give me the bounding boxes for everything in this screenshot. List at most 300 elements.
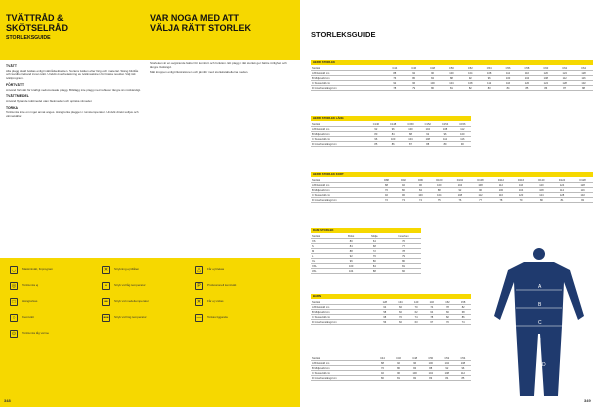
table-cell: C Stussvidd cm [311,315,377,320]
table-cell: 92 [385,81,404,86]
table-cell: 104 [511,188,531,193]
table-cell: 88 [442,76,461,81]
table-cell: C152 [419,122,436,127]
table-cell: 82 [440,315,456,320]
table-cell: 100 [412,193,429,198]
table-cell: 78 [385,86,404,91]
table-cell: 100 [402,127,419,132]
table-cell: 92 [367,127,384,132]
table-cell: D116 [511,178,531,183]
table-cell: 100 [454,132,471,137]
table-cell: C150 [402,122,419,127]
table-cell: 68 [377,315,393,320]
table-cell: L [311,254,340,259]
table-cell: A Bröstvidd cm [311,183,378,188]
table-cell: 128 [377,300,393,305]
table-cell: C44 [374,356,390,361]
page-number-right: 349 [584,398,591,403]
table-cell: 88 [363,269,386,274]
table-cell: 108 [461,81,480,86]
table-cell: 120 [517,81,536,86]
iron3-icon: ••• [103,315,109,321]
table-cell: 80 [374,376,390,381]
care-item [10,314,34,322]
table-cell: XL [311,259,340,264]
table-cell: C156 [454,122,471,127]
table-cell: B Midjevidd cm [311,310,377,315]
table-cell: 85 [367,142,384,147]
table-cell: 128 [572,183,593,188]
table-row [311,86,593,91]
letter-c: C [538,320,542,326]
table-cell: 63 [408,320,424,325]
table-cell: 96 [385,127,402,132]
table-cell: Innerben [386,234,421,239]
table-cell: D Innerbenslängd cm [311,86,385,91]
middle-title-line1: VAR NOGA MED ATT [150,13,239,23]
table-cell: 108 [439,371,455,376]
table-cell: 112 [480,81,499,86]
table-cell: 74 [408,315,424,320]
table-cell: 92 [439,366,455,371]
table-cell: 104 [461,71,480,76]
table-cell: 134 [393,300,409,305]
iron1-icon: • [102,282,110,290]
care-item [102,266,139,274]
bleach-icon: △ [195,266,203,274]
care-item [10,282,38,290]
table-cell: 86 [385,142,402,147]
page-number-left: 348 [4,398,11,403]
table-cell: Storlek [311,178,378,183]
table-cell: 116 [574,76,593,81]
table-cell: 116 [454,137,471,142]
care-item-label: Får ej vridas [207,299,224,304]
table-cell: 146 [424,300,440,305]
table-row [311,142,471,147]
table-cell: 79 [386,254,421,259]
table-cell: C146 [367,122,384,127]
table-cell: C56 [499,66,518,71]
table-cell: Storlek [311,234,340,239]
table-cell: D96 [412,178,429,183]
table-cell: 80 [363,259,386,264]
table-cell: 128 [555,81,574,86]
table-cell: 82 [455,305,471,310]
table-cell: 96 [407,361,423,366]
table-cell: 84 [340,244,363,249]
table-cell: 67 [424,320,440,325]
table-cell: 112 [470,193,491,198]
table-cell: 96 [480,76,499,81]
table-cell: C50 [442,66,461,71]
table-cell: 96 [391,371,407,376]
table-cell: 88 [378,183,395,188]
table-cell: 81 [386,264,421,269]
care-symbols-panel [0,258,300,407]
table-cell: 75 [429,198,450,203]
table-cell: 73 [395,198,412,203]
table-cell: C52 [461,66,480,71]
table-cell: 108 [480,71,499,76]
table-cell: 132 [572,193,593,198]
size-table [311,356,471,381]
table-cell: 85 [517,86,536,91]
care-text-column [6,62,142,121]
table-cell: 66 [393,305,409,310]
table-cell: 92 [461,76,480,81]
table-cell: 86 [536,86,555,91]
tumble-icon: ◎ [11,283,17,289]
table-cell: B Midjevidd cm [311,76,385,81]
table-cell: C Stussvidd cm [311,371,374,376]
table-cell: 80 [367,132,384,137]
table-cell: 88 [340,249,363,254]
table-cell: Midja [363,234,386,239]
table-cell: C Stussvidd cm [311,193,378,198]
table-cell: 100 [499,76,518,81]
table-cell: 116 [572,188,593,193]
table-cell: 104 [419,127,436,132]
table-cell: 88 [374,361,390,366]
table-cell: 87 [402,142,419,147]
table-cell: 104 [423,371,439,376]
table-cell: 70 [393,315,409,320]
table-cell: 92 [404,71,423,76]
section-text: Använd förtvätt för kraftigt nedsmutsade plagg. Blötlägg inte plagg med reflexer längre än nödvändigt. [6,87,141,92]
wring-icon: ✕ [196,299,202,305]
table-cell: 85 [455,376,471,381]
table-cell: 60 [393,310,409,315]
table-cell: C46 [404,66,423,71]
table-cell: 3XL [311,269,340,274]
table-cell: 100 [340,264,363,269]
table-cell: 64 [377,305,393,310]
table-cell: 124 [536,81,555,86]
table-cell: 78 [491,198,511,203]
table-cell: 96 [340,259,363,264]
left-title-line1: TVÄTTRÅD & [6,13,64,23]
section-text: Torktumla inte om inget annat anges. Hängtorka plaggen i rumstemperatur. Undvik direkt solljus och värmekällor. [6,110,139,119]
table-cell: 84 [363,264,386,269]
table-cell: 112 [555,76,574,81]
table-cell: C46 [391,356,407,361]
table-cell: 78 [386,249,421,254]
table-cell: 84 [439,376,455,381]
table-cell: 56 [377,320,393,325]
table-cell: 100 [423,361,439,366]
table-cell: 88 [574,86,593,91]
table-cell: 66 [440,310,456,315]
table-cell: C64 [574,66,593,71]
table-cell: 64 [363,239,386,244]
table-cell: 86 [455,315,471,320]
table-cell: 84 [412,188,429,193]
table-cell: 88 [402,132,419,137]
size-intro-column [150,62,290,77]
table-cell: 88 [385,71,404,76]
care-item [102,298,149,306]
size-table [311,234,421,274]
table-cell: 96 [423,71,442,76]
table-cell: 116 [511,183,531,188]
table-cell: Storlek [311,66,385,71]
table-cell: 96 [404,81,423,86]
section-heading: FÖRTVÄTT [6,82,25,87]
care-item-label: Maskintvätt, finprogram [22,267,54,272]
care-item [102,314,147,322]
table-cell: 112 [499,71,518,76]
table-cell: 77 [386,244,421,249]
table-cell: B Midjevidd cm [311,132,367,137]
care-item [195,266,224,274]
table-cell: 80 [340,239,363,244]
table-cell: 108 [531,188,552,193]
table-cell: 116 [491,193,511,198]
table-cell: D88 [378,178,395,183]
table-cell: 82 [461,86,480,91]
table-cell: 92 [419,132,436,137]
table-cell: D128 [572,178,593,183]
table-cell: A Bröstvidd cm [311,71,385,76]
table-cell: 92 [391,361,407,366]
table-caption: HERR STORLEK [311,60,593,65]
care-item [195,298,224,306]
circle-icon: ○ [10,314,18,322]
table-cell: 104 [340,269,363,274]
table-cell: 100 [385,137,402,142]
coverall-figure [484,246,594,401]
table-cell: 92 [340,254,363,259]
table-cell: 80 [395,188,412,193]
table-cell: 83 [480,86,499,91]
table-cell: 84 [385,132,402,137]
table-cell: C154 [436,122,453,127]
table-cell: D104 [450,178,471,183]
section-heading: TORKA [6,105,18,110]
table-cell: 80 [386,259,421,264]
care-item [195,314,228,322]
table-cell: 84 [407,366,423,371]
table-caption: HERR STORLEK LÅNG [311,116,471,121]
table-cell: C60 [536,66,555,71]
table-cell: 92 [378,193,395,198]
table-cell: D Innerbenslängd cm [311,320,377,325]
table-cell: B Midjevidd cm [311,188,378,193]
table-cell: 120 [536,71,555,76]
table-cell: 84 [423,76,442,81]
table-cell: C48 [423,66,442,71]
noiron-icon: ✕ [103,267,109,273]
table-cell: 82 [386,269,421,274]
table-cell: D120 [531,178,552,183]
right-title: STORLEKSGUIDE [311,30,376,39]
table-cell: C Stussvidd cm [311,137,367,142]
table-cell: 82 [572,198,593,203]
middle-title-line2: VÄLJA RÄTT STORLEK [150,23,252,33]
table-cell: 104 [429,193,450,198]
table-cell: 96 [436,132,453,137]
care-item-label: Hängtorkas [22,299,38,304]
table-cell: 80 [404,76,423,81]
table-cell: C Stussvidd cm [311,81,385,86]
table-cell: S [311,244,340,249]
table-cell: D Innerbenslängd cm [311,142,367,147]
table-cell: C44 [385,66,404,71]
table-caption: BARN [311,294,471,299]
table-cell: Storlek [311,356,374,361]
table-cell: D112 [491,178,511,183]
table-row [311,198,593,203]
table-cell: 88 [429,188,450,193]
table-cell: 79 [404,86,423,91]
table-cell: C50 [423,356,439,361]
care-item [10,298,37,306]
table-cell: 78 [424,315,440,320]
table-cell: 100 [407,371,423,376]
table-cell: 108 [450,193,471,198]
table-cell: 104 [450,183,471,188]
table-cell: 89 [436,142,453,147]
care-item-label: Torkas liggande [207,315,229,320]
table-cell: 84 [499,86,518,91]
size-table [311,66,593,91]
letter-d: D [542,362,546,368]
table-cell: 92 [395,183,412,188]
table-cell: XXL [311,264,340,269]
letter-a: A [538,284,542,290]
table-cell: 74 [455,320,471,325]
table-cell: 124 [552,183,573,188]
table-cell: 80 [391,366,407,371]
table-cell: 76 [386,239,421,244]
table-cell: 90 [454,142,471,147]
table-caption: DAM STORLEK [311,228,421,233]
table-cell: 92 [450,188,471,193]
table-cell: A Bröstvidd cm [311,361,374,366]
table-cell: 62 [408,310,424,315]
left-subtitle: STORLEKSGUIDE [6,35,51,41]
section-heading: TVÄTT [6,64,17,68]
table-cell: 128 [574,71,593,76]
table-caption: HERR STORLEK KORT [311,172,593,177]
table-cell: C62 [555,66,574,71]
size-table [311,178,593,203]
table-cell: 74 [412,198,429,203]
table-cell: 120 [531,183,552,188]
table-cell: 100 [423,81,442,86]
table-cell: 108 [436,127,453,132]
table-cell: 81 [442,86,461,91]
table-cell: 58 [377,310,393,315]
table-cell: C52 [439,356,455,361]
table-cell: 80 [423,86,442,91]
table-cell: 108 [470,183,491,188]
section-text: Använd flytande tvättmedel utan blekmedel och optiska vitmedel. [6,98,93,103]
intro-paragraph: Mät kroppen enligt illustrationen och jämför med storlekstabellerna nedan. [150,70,249,75]
care-item-label: Torktumla ej [22,283,39,288]
table-cell: D100 [429,178,450,183]
table-cell: 76 [385,76,404,81]
table-cell: M [311,249,340,254]
table-cell: 120 [511,193,531,198]
table-cell: 116 [499,81,518,86]
table-cell: 72 [378,198,395,203]
table-cell: 104 [517,76,536,81]
table-cell: 108 [419,137,436,142]
section-text: Alla plagg skall tvättas enligt tvättrådsetiketten. Sortera tvätten efter färg och material. Stäng blixtlås och kardborreband innan tvätt. Undvik överbelastning av tvättmaskinen för bästa resultat. Välj rätt tvättprogram. [6,68,139,81]
dot-icon: ⊙ [11,331,17,337]
care-item-label: Stryk vid låg temperatur [114,283,146,288]
care-item [102,282,146,290]
care-item-label: Stryk vid medeltemperatur [114,299,150,304]
table-cell: 70 [440,320,456,325]
table-cell: 79 [511,198,531,203]
table-row [311,320,471,325]
dry-icon: P [195,282,203,290]
table-cell: C148 [385,122,402,127]
table-cell: 76 [378,188,395,193]
table-cell: 124 [555,71,574,76]
table-cell: 140 [408,300,424,305]
care-item-label: Torktumla låg värme [22,331,50,336]
table-cell: 132 [574,81,593,86]
size-table [311,300,471,325]
table-cell: 152 [440,300,456,305]
section-heading: TVÄTTMEDEL [6,94,29,99]
table-cell: XS [311,239,340,244]
table-cell: 104 [402,137,419,142]
table-cell: C54 [455,356,471,361]
table-cell: 96 [367,137,384,142]
table-cell: 96 [412,183,429,188]
nosquare-icon: □ [10,298,18,306]
table-cell: D92 [395,178,412,183]
care-item [10,330,49,338]
table-cell: Storlek [311,122,367,127]
table-cell: Bröst [340,234,363,239]
table-cell: 81 [552,198,573,203]
table-cell: 96 [395,193,412,198]
care-item-label: Får ej blekas [207,267,225,272]
table-cell: C54 [480,66,499,71]
care-item-label: Professionell kemtvätt [207,283,237,288]
iron2-icon: •• [102,298,110,306]
table-cell: 104 [439,361,455,366]
left-title-line2: SKÖTSELRÅD [6,23,69,33]
table-cell: 77 [470,198,491,203]
table-cell: C58 [517,66,536,71]
table-cell: 112 [454,127,471,132]
table-cell: 76 [363,254,386,259]
table-cell: 100 [429,183,450,188]
table-cell: 74 [424,305,440,310]
table-cell: 82 [407,376,423,381]
table-cell: 112 [552,188,573,193]
table-cell: D Innerbenslängd cm [311,198,378,203]
table-cell: 100 [491,188,511,193]
table-cell: Storlek [311,300,377,305]
table-cell: C48 [407,356,423,361]
table-cell: 116 [517,71,536,76]
table-cell: 64 [424,310,440,315]
table-cell: 68 [455,310,471,315]
table-cell: B Midjevidd cm [311,366,374,371]
care-item [10,266,53,274]
tub-icon: ◡ [11,267,17,273]
table-cell: 81 [391,376,407,381]
intro-paragraph: Storleken är en avgörande faktor för komfort och funktion. Ett plagg i rätt storlek ger bättre rörlighet och längre livslängd. [150,61,287,69]
